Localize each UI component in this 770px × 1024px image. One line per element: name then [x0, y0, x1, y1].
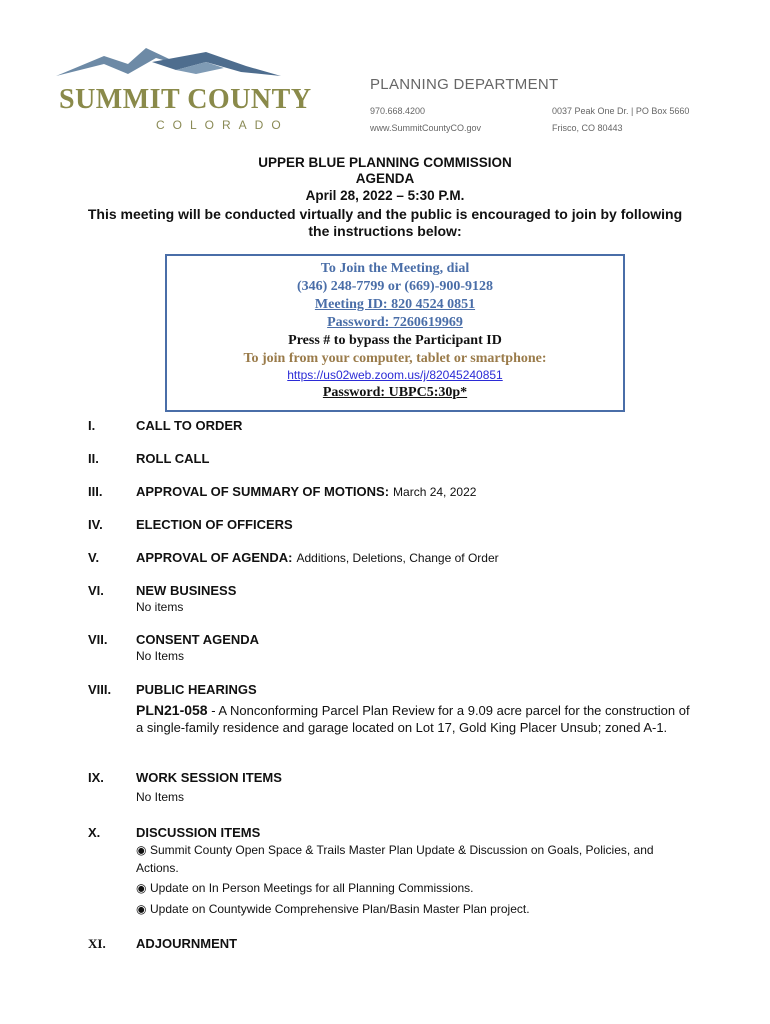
dial-phones: (346) 248-7799 or (669)-900-9128 [296, 279, 494, 294]
case-description: - A Nonconforming Parcel Plan Review for a 9.09 acre parcel for the construction of a single-family residence and garage located on Lot 17, Gold King Placer Unsub; zoned A-1. [136, 703, 690, 735]
item-title: ELECTION OF OFFICERS [136, 517, 293, 532]
meeting-date: April 28, 2022 – 5:30 P.M. [305, 188, 465, 203]
item-title-text: APPROVAL OF SUMMARY OF MOTIONS: [136, 484, 390, 499]
discussion-bullet [136, 879, 474, 897]
item-title: ROLL CALL [136, 451, 210, 466]
county-name: SUMMIT COUNTY [59, 84, 312, 115]
item-title: NEW BUSINESS [136, 583, 237, 598]
item-title: DISCUSSION ITEMS [136, 825, 261, 840]
item-sub: No Items [136, 790, 185, 804]
discussion-bullet [136, 900, 530, 918]
item-title [136, 484, 476, 499]
item-number: X. [88, 825, 101, 840]
item-title [136, 550, 499, 565]
item-title: CONSENT AGENDA [136, 632, 260, 647]
summit-county-logo [56, 44, 312, 136]
department-title: PLANNING DEPARTMENT [370, 76, 559, 93]
item-detail: March 24, 2022 [393, 485, 477, 499]
bullet-text-continued: Actions. [136, 861, 179, 875]
case-number: PLN21-058 [136, 702, 208, 718]
website[interactable]: www.SummitCountyCO.gov [370, 123, 482, 133]
commission-title: UPPER BLUE PLANNING COMMISSION [258, 155, 512, 170]
item-number: VIII. [88, 682, 112, 697]
item-number: V. [88, 550, 100, 565]
meeting-id: Meeting ID: 820 4524 0851 [314, 297, 476, 312]
bullet-icon: ◉ [136, 881, 147, 895]
item-number: IV. [88, 517, 103, 532]
virtual-notice-line1: This meeting will be conducted virtually and the public is encouraged to join by following [87, 206, 683, 222]
bullet-icon: ◉ [136, 843, 147, 857]
street-address: 0037 Peak One Dr. | PO Box 5660 [552, 106, 690, 116]
item-number: IX. [88, 770, 104, 785]
hearing-description [136, 702, 696, 736]
bullet-text: Summit County Open Space & Trails Master Plan Update & Discussion on Goals, Policies, and [150, 843, 654, 857]
item-sub: No Items [136, 649, 185, 663]
city-address: Frisco, CO 80443 [552, 123, 623, 133]
item-sub: No items [136, 600, 184, 614]
item-number: XI. [88, 936, 106, 951]
join-instructions-box [165, 254, 625, 412]
item-number: I. [88, 418, 96, 433]
item-number: VII. [88, 632, 108, 647]
item-detail: Additions, Deletions, Change of Order [296, 551, 499, 565]
item-number: III. [88, 484, 103, 499]
item-title: WORK SESSION ITEMS [136, 770, 282, 785]
discussion-bullet [136, 841, 696, 859]
item-number: II. [88, 451, 99, 466]
bullet-icon: ◉ [136, 902, 147, 916]
item-title-text: APPROVAL OF AGENDA: [136, 550, 293, 565]
zoom-link[interactable]: https://us02web.zoom.us/j/82045240851 [287, 368, 503, 382]
county-state: COLORADO [156, 118, 289, 132]
bullet-text: Update on In Person Meetings for all Planning Commissions. [150, 881, 474, 895]
item-number: VI. [88, 583, 104, 598]
bypass-instruction: Press # to bypass the Participant ID [288, 333, 502, 348]
agenda-heading: AGENDA [355, 171, 415, 186]
bullet-text: Update on Countywide Comprehensive Plan/Basin Master Plan project. [150, 902, 530, 916]
phone-number: 970.668.4200 [370, 106, 426, 116]
virtual-notice-line2: the instructions below: [308, 223, 462, 239]
computer-join-heading: To join from your computer, tablet or smartphone: [243, 351, 547, 366]
phone-password: Password: 7260619969 [327, 315, 463, 330]
item-title: ADJOURNMENT [136, 936, 238, 951]
web-password: Password: UBPC5:30p* [322, 385, 468, 400]
dial-heading: To Join the Meeting, dial [320, 261, 470, 276]
item-title: CALL TO ORDER [136, 418, 243, 433]
item-title: PUBLIC HEARINGS [136, 682, 257, 697]
